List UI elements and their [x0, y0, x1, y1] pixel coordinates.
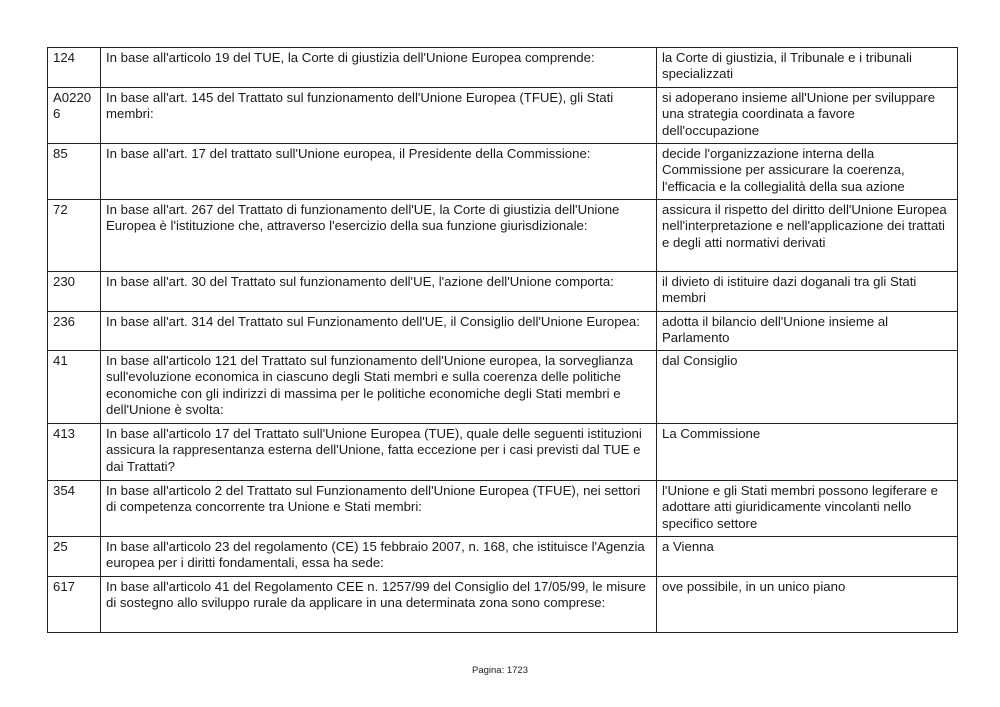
question-text: In base all'articolo 23 del regolamento (CE) 15 febbraio 2007, n. 168, che istituisce l'Agenzia europea per i diritti fondamentali, essa ha sede: — [101, 537, 657, 577]
question-text: In base all'articolo 17 del Trattato sull'Unione Europea (TUE), quale delle seguenti istituzioni assicura la rappresentanza esterna dell'Unione, fatta eccezione per i casi previsti dal TUE e dai Trattati? — [101, 424, 657, 481]
question-id: A02206 — [48, 88, 101, 144]
table-row — [48, 48, 958, 88]
question-id: 413 — [48, 424, 101, 481]
question-table-body — [48, 48, 958, 633]
question-id: 72 — [48, 200, 101, 272]
answer-text: la Corte di giustizia, il Tribunale e i tribunali specializzati — [657, 48, 958, 88]
question-text: In base all'art. 30 del Trattato sul funzionamento dell'UE, l'azione dell'Unione comporta: — [101, 272, 657, 312]
question-text: In base all'art. 267 del Trattato di funzionamento dell'UE, la Corte di giustizia dell'Unione Europea è l'istituzione che, attraverso l'esercizio della sua funzione giurisdizionale: — [101, 200, 657, 272]
table-row — [48, 200, 958, 272]
question-id: 85 — [48, 144, 101, 200]
answer-text: decide l'organizzazione interna della Commissione per assicurare la coerenza, l'efficacia e la collegialità della sua azione — [657, 144, 958, 200]
table-row — [48, 144, 958, 200]
question-text: In base all'art. 314 del Trattato sul Funzionamento dell'UE, il Consiglio dell'Unione Europea: — [101, 312, 657, 351]
answer-text: La Commissione — [657, 424, 958, 481]
answer-text: il divieto di istituire dazi doganali tra gli Stati membri — [657, 272, 958, 312]
question-id: 354 — [48, 481, 101, 537]
answer-text: l'Unione e gli Stati membri possono legiferare e adottare atti giuridicamente vincolanti nello specifico settore — [657, 481, 958, 537]
question-text: In base all'articolo 41 del Regolamento CEE n. 1257/99 del Consiglio del 17/05/99, le misure di sostegno allo sviluppo rurale da applicare in una determinata zona sono comprese: — [101, 577, 657, 633]
answer-text: adotta il bilancio dell'Unione insieme al Parlamento — [657, 312, 958, 351]
question-id: 25 — [48, 537, 101, 577]
table-row — [48, 481, 958, 537]
question-text: In base all'articolo 19 del TUE, la Corte di giustizia dell'Unione Europea comprende: — [101, 48, 657, 88]
answer-text: a Vienna — [657, 537, 958, 577]
table-row — [48, 312, 958, 351]
question-text: In base all'art. 17 del trattato sull'Unione europea, il Presidente della Commissione: — [101, 144, 657, 200]
question-id: 236 — [48, 312, 101, 351]
question-id: 617 — [48, 577, 101, 633]
answer-text: assicura il rispetto del diritto dell'Unione Europea nell'interpretazione e nell'applicazione dei trattati e degli atti normativi derivati — [657, 200, 958, 272]
answer-text: ove possibile, in un unico piano — [657, 577, 958, 633]
question-text: In base all'art. 145 del Trattato sul funzionamento dell'Unione Europea (TFUE), gli Stati membri: — [101, 88, 657, 144]
table-row — [48, 272, 958, 312]
answer-text: si adoperano insieme all'Unione per sviluppare una strategia coordinata a favore dell'occupazione — [657, 88, 958, 144]
page-number: Pagina: 1723 — [472, 665, 528, 676]
table-row — [48, 537, 958, 577]
question-text: In base all'articolo 2 del Trattato sul Funzionamento dell'Unione Europea (TFUE), nei settori di competenza concorrente tra Unione e Stati membri: — [101, 481, 657, 537]
question-table — [47, 47, 958, 633]
question-id: 230 — [48, 272, 101, 312]
question-table-container — [47, 47, 957, 633]
table-row — [48, 351, 958, 424]
table-row — [48, 88, 958, 144]
table-row — [48, 424, 958, 481]
question-id: 41 — [48, 351, 101, 424]
question-id: 124 — [48, 48, 101, 88]
answer-text: dal Consiglio — [657, 351, 958, 424]
question-text: In base all'articolo 121 del Trattato sul funzionamento dell'Unione europea, la sorveglianza sull'evoluzione economica in ciascuno degli Stati membri e sulla coerenza delle politiche economiche con gli indirizzi di massima per le politiche economiche degli Stati membri e dell'Unione è svolta: — [101, 351, 657, 424]
table-row — [48, 577, 958, 633]
